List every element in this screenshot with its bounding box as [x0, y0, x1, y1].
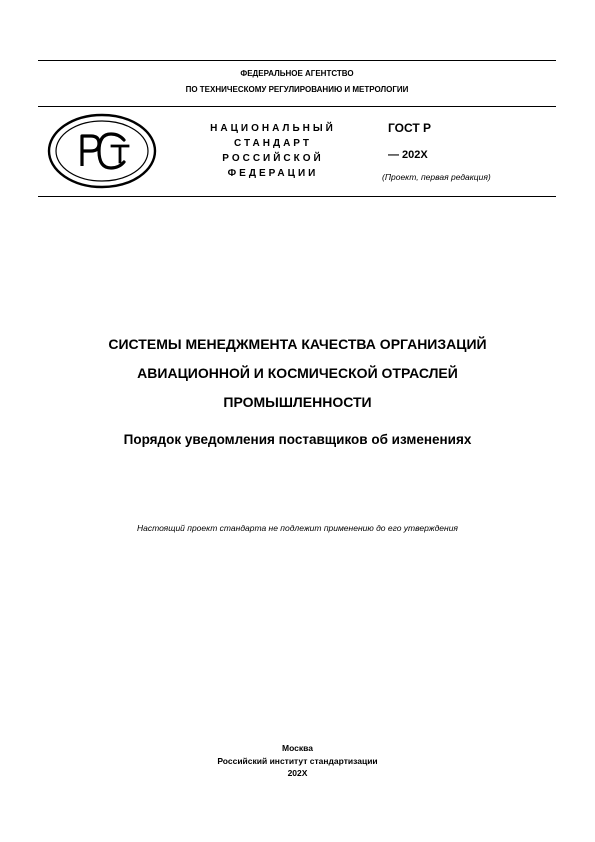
agency-name-line-2: ПО ТЕХНИЧЕСКОМУ РЕГУЛИРОВАНИЮ И МЕТРОЛОГИИ: [185, 85, 409, 94]
header-middle-rule: [38, 106, 556, 107]
standard-type-line: СТАНДАРТ: [234, 138, 312, 149]
draft-notice: Настоящий проект стандарта не подлежит применению до его утверждения: [137, 523, 458, 533]
standard-type-label: [198, 121, 348, 181]
header-top-rule: [38, 60, 556, 61]
gost-number: — 202X: [388, 149, 428, 161]
standard-type-line: РОССИЙСКОЙ: [222, 153, 324, 164]
standard-type-line: НАЦИОНАЛЬНЫЙ: [210, 123, 336, 134]
header-bottom-rule: [38, 196, 556, 197]
document-title-line: АВИАЦИОННОЙ И КОСМИЧЕСКОЙ ОТРАСЛЕЙ: [137, 365, 458, 381]
document-title: [30, 330, 565, 417]
imprint-city: Москва: [282, 743, 313, 753]
document-title-line: СИСТЕМЫ МЕНЕДЖМЕНТА КАЧЕСТВА ОРГАНИЗАЦИЙ: [108, 336, 487, 352]
document-title-line: ПРОМЫШЛЕННОСТИ: [223, 394, 372, 410]
gost-label: ГОСТ Р: [388, 121, 432, 135]
imprint: [30, 742, 565, 780]
standard-type-line: ФЕДЕРАЦИИ: [227, 168, 319, 179]
imprint-year: 202X: [287, 768, 308, 778]
document-subtitle: Порядок уведомления поставщиков об изменениях: [123, 432, 472, 447]
agency-name-line-1: ФЕДЕРАЛЬНОЕ АГЕНТСТВО: [240, 69, 354, 78]
rst-gost-logo-icon: [46, 112, 158, 190]
imprint-publisher: Российский институт стандартизации: [217, 755, 378, 766]
draft-note: (Проект, первая редакция): [382, 172, 491, 182]
